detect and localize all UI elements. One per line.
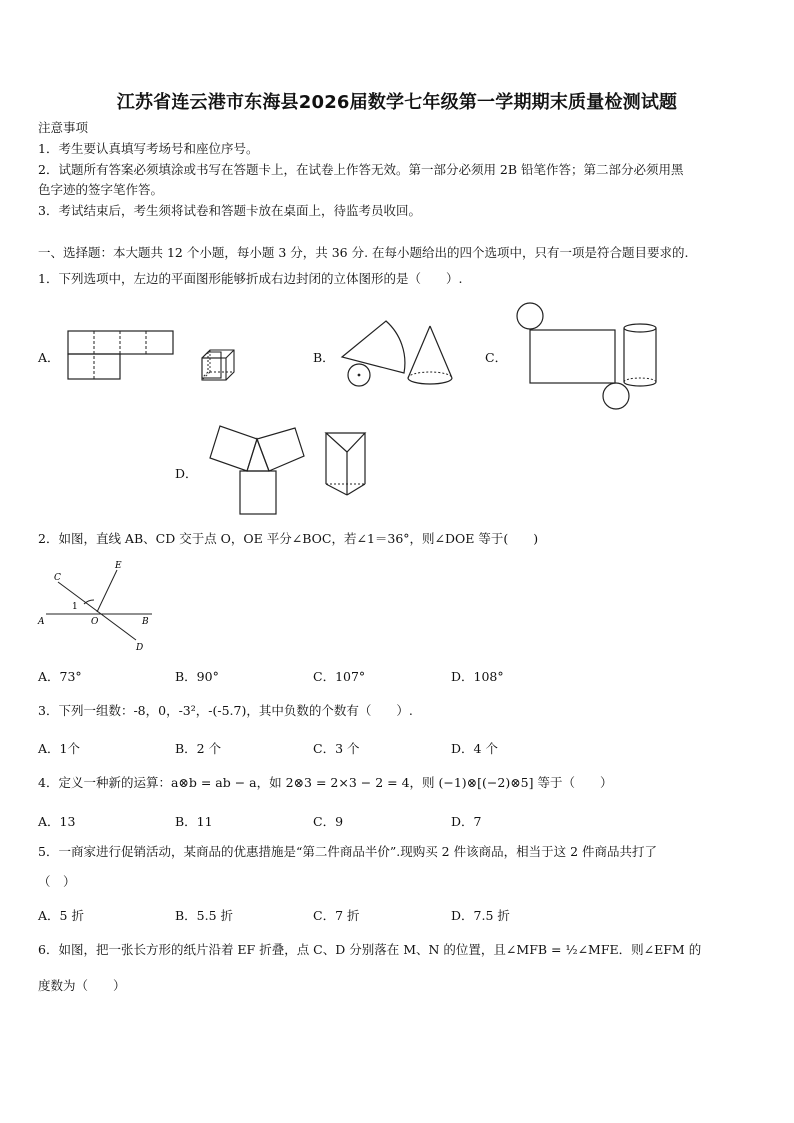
q2-figure: [36, 558, 161, 654]
q2-option-a: A．73°: [38, 669, 82, 684]
q4-option-c: C．9: [313, 814, 344, 829]
q1-option-c-figure: [508, 296, 668, 414]
q1-stem: 1．下列选项中，左边的平面图形能够折成右边封闭的立体图形的是（ ）.: [38, 271, 463, 286]
q1-option-c-label: C．: [485, 350, 508, 365]
q5-option-b: B．5.5 折: [175, 908, 234, 923]
notice-item-2: 2．试题所有答案必须填涂或书写在答题卡上，在试卷上作答无效。第一部分必须用 2B 铅笔作答；第二部分必须用黑: [38, 162, 684, 177]
q5-option-a: A．5 折: [38, 908, 84, 923]
q5-stem-cont: （ ）: [38, 874, 76, 889]
notice-item-1: 1．考生要认真填写考场号和座位序号。: [38, 141, 259, 156]
notice-item-2-cont: 色字迹的签字笔作答。: [38, 182, 164, 197]
q5-option-c: C．7 折: [313, 908, 360, 923]
q4-stem: 4．定义一种新的运算：a⊗b = ab − a，如 2⊗3 = 2×3 − 2 = 4，则 (−1)⊗[(−2)⊗5] 等于（ ）: [38, 775, 613, 790]
q3-option-a: A．1个: [38, 741, 80, 756]
notice-heading: 注意事项: [38, 120, 89, 135]
q1-option-d-figure: [200, 420, 375, 520]
q3-option-c: C．3 个: [313, 741, 360, 756]
exam-title: 江苏省连云港市东海县2026届数学七年级第一学期期末质量检测试题: [116, 92, 678, 113]
q2-label-1: 1: [72, 602, 78, 612]
q2-label-d: D: [136, 643, 144, 653]
q2-label-c: C: [54, 573, 61, 583]
q5-stem: 5．一商家进行促销活动，某商品的优惠措施是“第二件商品半价”.现购买 2 件该商品，相当于这 2 件商品共打了: [38, 844, 658, 859]
q1-option-a-cube: [196, 346, 236, 384]
q1-option-a-label: A．: [38, 350, 60, 365]
q2-label-e: E: [115, 561, 122, 571]
q2-label-a: A: [38, 617, 45, 627]
q4-option-b: B．11: [175, 814, 213, 829]
q1-option-b-figure: [336, 318, 471, 394]
q1-option-d-label: D．: [175, 466, 198, 481]
q6-stem: 6．如图，把一张长方形的纸片沿着 EF 折叠，点 C、D 分别落在 M、N 的位置，且∠MFB = ½∠MFE．则∠EFM 的: [38, 942, 702, 957]
q3-option-b: B．2 个: [175, 741, 222, 756]
q2-label-b: B: [142, 617, 149, 627]
q5-option-d: D．7.5 折: [451, 908, 510, 923]
q2-option-b: B．90°: [175, 669, 219, 684]
q4-option-a: A．13: [38, 814, 76, 829]
section-heading: 一、选择题：本大题共 12 个小题，每小题 3 分，共 36 分. 在每小题给出的四个选项中，只有一项是符合题目要求的.: [38, 245, 689, 260]
q4-option-d: D．7: [451, 814, 482, 829]
q3-stem: 3．下列一组数：-8，0，-3²，-(-5.7)，其中负数的个数有（ ）.: [38, 703, 413, 718]
q2-option-d: D．108°: [451, 669, 504, 684]
q2-option-c: C．107°: [313, 669, 366, 684]
q2-stem: 2．如图，直线 AB、CD 交于点 O，OE 平分∠BOC，若∠1＝36°，则∠DOE 等于( ): [38, 531, 539, 546]
q3-option-d: D．4 个: [451, 741, 498, 756]
q6-stem-cont: 度数为（ ）: [38, 978, 126, 993]
q2-label-o: O: [91, 617, 99, 627]
notice-item-3: 3．考试结束后，考生须将试卷和答题卡放在桌面上，待监考员收回。: [38, 203, 421, 218]
q1-option-b-label: B．: [313, 350, 335, 365]
